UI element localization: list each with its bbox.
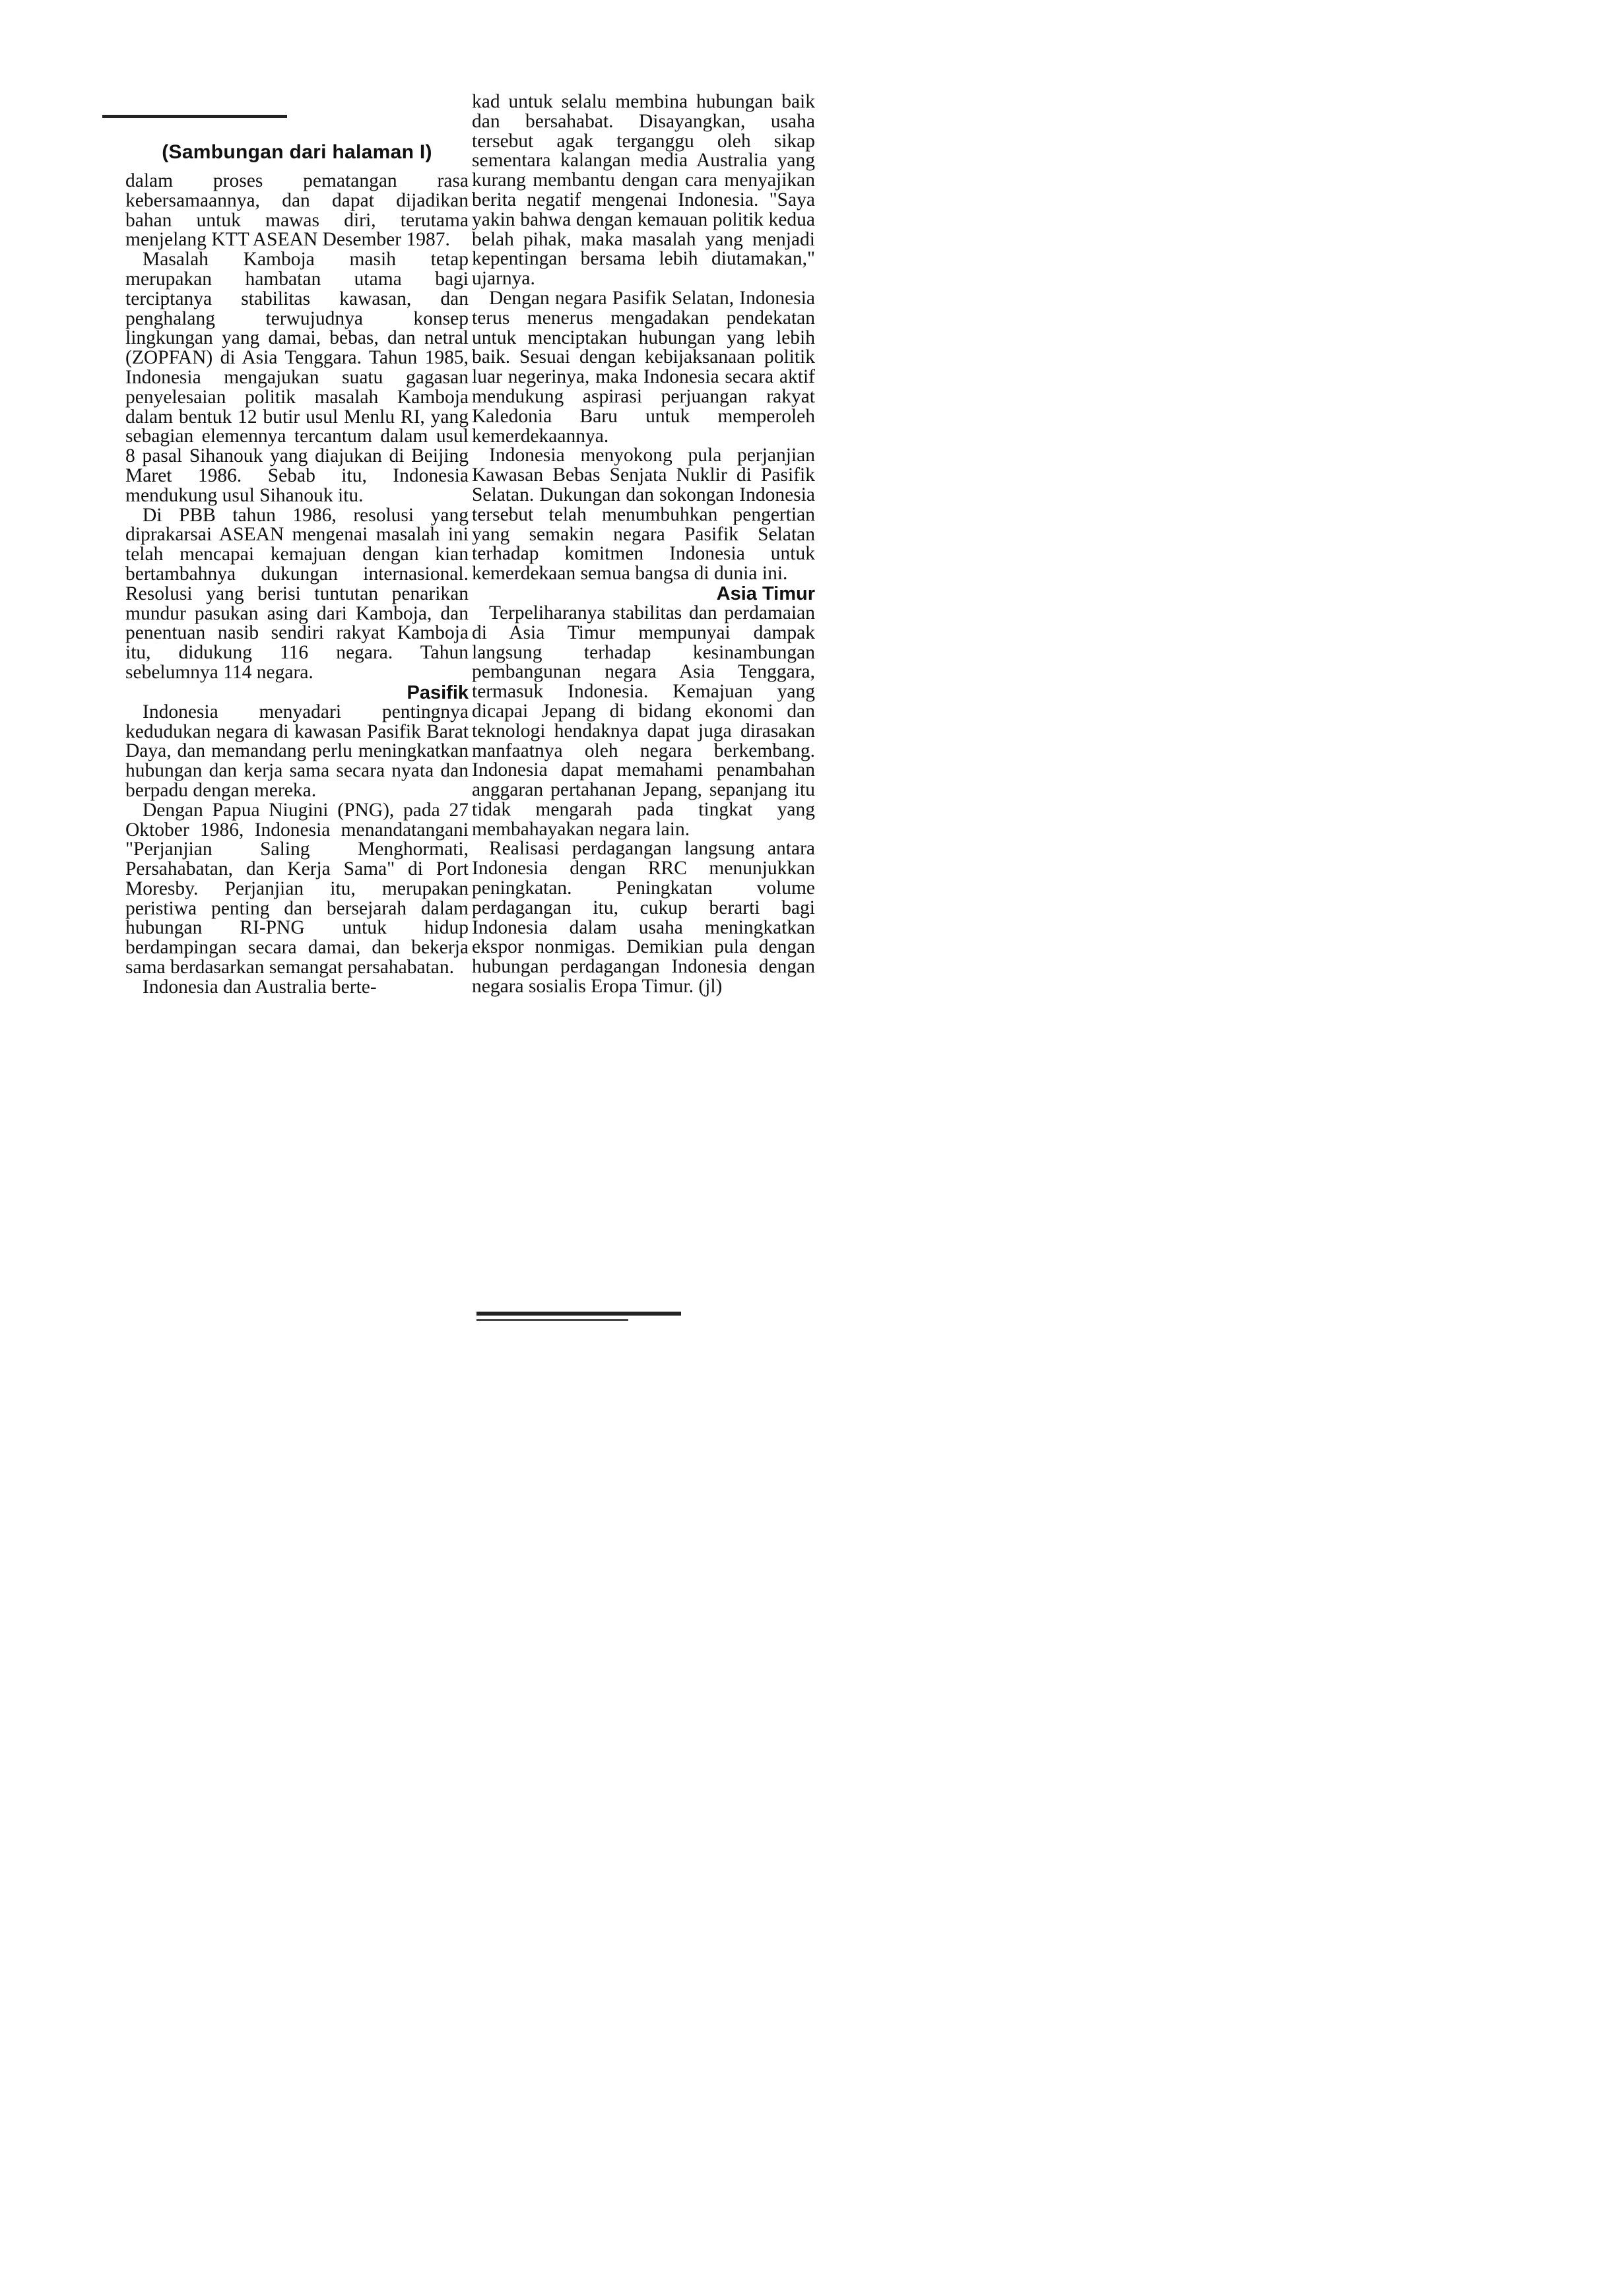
article-paragraph: Indonesia menyadari pentingnya kedudukan negara di kawasan Pasifik Barat Daya, dan memandang perlu meningkatkan hubungan dan kerja sama secara nyata dan berpadu dengan mereka. xyxy=(125,701,469,801)
top-divider-rule xyxy=(102,115,287,118)
article-paragraph: Dengan Papua Niugini (PNG), pada 27 Oktober 1986, Indonesia menandatangani "Perjanjian Saling Menghormati, Persahabatan, dan Kerja Sama" di Port Moresby. Perjanjian itu, merupakan peristiwa penting dan bersejarah dalam hubungan RI-PNG untuk hidup berdampingan secara damai, dan bekerja sama berdasarkan semangat persahabatan. xyxy=(125,799,469,978)
continued-from-label: (Sambungan dari halaman I) xyxy=(162,141,432,163)
article-paragraph: Masalah Kamboja masih tetap merupakan hambatan utama bagi terciptanya stabilitas kawasan, dan penghalang terwujudnya konsep lingkungan yang damai, bebas, dan netral (ZOPFAN) di Asia Tenggara. Tahun 1985, Indonesia mengajukan suatu gagasan penyelesaian politik masalah Kamboja dalam bentuk 12 butir usul Menlu RI, yang sebagian elemennya tercantum dalam usul 8 pasal Sihanouk yang diajukan di Beijing Maret 1986. Sebab itu, Indonesia mendukung usul Sihanouk itu. xyxy=(125,249,469,506)
article-column-right xyxy=(472,92,815,997)
article-paragraph: kad untuk selalu membina hubungan baik dan bersahabat. Disayangkan, usaha tersebut agak terganggu oleh sikap sementara kalangan media Australia yang kurang membantu dengan cara menyajikan berita negatif mengenai Indonesia. "Saya yakin bahwa dengan kemauan politik kedua belah pihak, maka masalah yang menjadi kepentingan bersama lebih diutamakan," ujarnya. xyxy=(472,91,815,290)
end-of-article-rule-secondary xyxy=(476,1319,628,1321)
article-paragraph: Indonesia menyokong pula perjanjian Kawasan Bebas Senjata Nuklir di Pasifik Selatan. Dukungan dan sokongan Indonesia tersebut telah menumbuhkan pengertian yang semakin negara Pasifik Selatan terhadap komitmen Indonesia untuk kemerdekaan semua bangsa di dunia ini. xyxy=(472,445,815,585)
section-heading: Asia Timur xyxy=(716,583,815,604)
right-column-body xyxy=(472,92,815,997)
left-column-body xyxy=(125,172,469,998)
article-column-left xyxy=(125,143,469,998)
article-paragraph: Terpeliharanya stabilitas dan perdamaian di Asia Timur mempunyai dampak langsung terhadap kesinambungan pembangunan negara Asia Tenggara, termasuk Indonesia. Kemajuan yang dicapai Jepang di bidang ekonomi dan teknologi hendaknya dapat juga dirasakan manfaatnya oleh negara berkembang. Indonesia dapat memahami penambahan anggaran pertahanan Jepang, sepanjang itu tidak mengarah pada tingkat yang membahayakan negara lain. xyxy=(472,602,815,840)
article-paragraph: Indonesia dan Australia berte- xyxy=(143,976,377,998)
article-paragraph: dalam proses pematangan rasa kebersamaannya, dan dapat dijadikan bahan untuk mawas diri, terutama menjelang KTT ASEAN Desember 1987. xyxy=(125,170,469,251)
article-paragraph: Realisasi perdagangan langsung antara Indonesia dengan RRC menunjukkan peningkatan. Peningkatan volume perdagangan itu, cukup berarti bagi Indonesia dalam usaha meningkatkan ekspor nonmigas. Demikian pula dengan hubungan perdagangan Indonesia dengan negara sosialis Eropa Timur. (jl) xyxy=(472,838,815,998)
section-heading: Pasifik xyxy=(407,682,469,703)
article-paragraph: Di PBB tahun 1986, resolusi yang diprakarsai ASEAN mengenai masalah ini telah mencapai kemajuan dengan kian bertambahnya dukungan internasional. Resolusi yang berisi tuntutan penarikan mundur pasukan asing dari Kamboja, dan penentuan nasib sendiri rakyat Kamboja itu, didukung 116 negara. Tahun sebelumnya 114 negara. xyxy=(125,504,469,683)
article-paragraph: Dengan negara Pasifik Selatan, Indonesia terus menerus mengadakan pendekatan untuk menciptakan hubungan yang lebih baik. Sesuai dengan kebijaksanaan politik luar negerinya, maka Indonesia secara aktif mendukung aspirasi perjuangan rakyat Kaledonia Baru untuk memperoleh kemerdekaannya. xyxy=(472,287,815,447)
end-of-article-rule xyxy=(476,1312,681,1316)
